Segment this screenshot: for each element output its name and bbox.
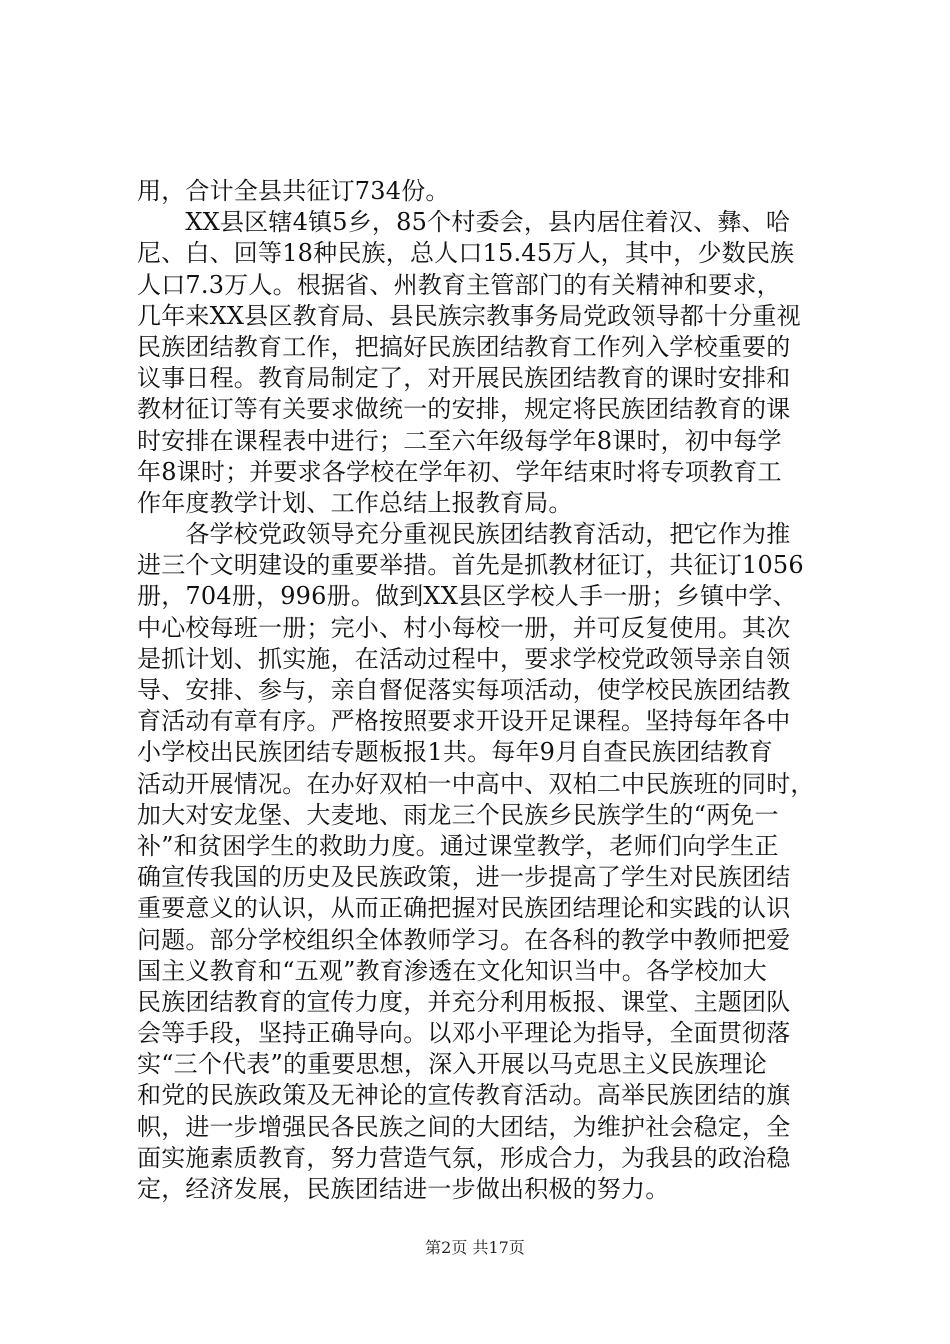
text-line: 民族团结教育的宣传力度，并充分利用板报、课堂、主题团队 <box>137 987 791 1016</box>
text-line: 用，合计全县共征订734份。 <box>137 177 450 205</box>
text-line: 活动开展情况。在办好双柏一中高中、双柏二中民族班的同时， <box>137 769 815 798</box>
text-line: 面实施素质教育，努力营造气氛，形成合力，为我县的政治稳 <box>137 1143 791 1172</box>
text-line: 加大对安龙堡、大麦地、雨龙三个民族乡民族学生的“两免一 <box>137 800 779 829</box>
text-line: 实“三个代表”的重要思想，深入开展以马克思主义民族理论 <box>137 1050 767 1079</box>
text-line: 民族团结教育工作，把搞好民族团结教育工作列入学校重要的 <box>137 332 791 361</box>
text-line: 教材征订等有关要求做统一的安排，规定将民族团结教育的课 <box>137 395 791 424</box>
text-line: 会等手段，坚持正确导向。以邓小平理论为指导，全面贯彻落 <box>137 1019 791 1048</box>
text-line: 国主义教育和“五观”教育渗透在文化知识当中。各学校加大 <box>137 956 767 985</box>
text-line: 补”和贫困学生的救助力度。通过课堂教学，老师们向学生正 <box>137 831 779 860</box>
text-line: 各学校党政领导充分重视民族团结教育活动，把它作为推 <box>137 520 791 549</box>
text-line: 人口7.3万人。根据省、州教育主管部门的有关精神和要求， <box>137 270 781 299</box>
page-footer: 第2页 共17页 <box>425 1238 525 1257</box>
text-line: 帜，进一步增强民各民族之间的大团结，为维护社会稳定，全 <box>137 1112 791 1141</box>
text-line: XX县区辖4镇5乡，85个村委会，县内居住着汉、彝、哈 <box>137 208 791 237</box>
text-line: 定，经济发展，民族团结进一步做出积极的努力。 <box>137 1175 670 1203</box>
text-line: 重要意义的认识，从而正确把握对民族团结理论和实践的认识 <box>137 894 791 923</box>
text-line: 是抓计划、抓实施，在活动过程中，要求学校党政领导亲自领 <box>137 644 791 673</box>
text-line: 确宣传我国的历史及民族政策，进一步提高了学生对民族团结 <box>137 863 791 892</box>
text-line: 问题。部分学校组织全体教师学习。在各科的教学中教师把爱 <box>137 925 791 954</box>
text-line: 进三个文明建设的重要举措。首先是抓教材征订，共征订1056 <box>137 551 804 580</box>
text-line: 导、安排、参与，亲自督促落实每项活动，使学校民族团结教 <box>137 676 791 704</box>
text-line: 时安排在课程表中进行；二至六年级每学年8课时，初中每学 <box>137 426 782 455</box>
text-line: 议事日程。教育局制定了，对开展民族团结教育的课时安排和 <box>137 364 791 393</box>
text-line: 年8课时；并要求各学校在学年初、学年结束时将专项教育工 <box>137 457 782 486</box>
text-line: 中心校每班一册；完小、村小每校一册，并可反复使用。其次 <box>137 613 791 642</box>
text-line: 小学校出民族团结专题板报1共。每年9月自查民族团结教育 <box>137 738 773 767</box>
document-body <box>137 176 837 1205</box>
text-line: 和党的民族政策及无神论的宣传教育活动。高举民族团结的旗 <box>137 1081 791 1110</box>
text-line: 几年来XX县区教育局、县民族宗教事务局党政领导都十分重视 <box>137 301 801 330</box>
text-line: 作年度教学计划、工作总结上报教育局。 <box>137 488 573 517</box>
text-line: 尼、白、回等18种民族，总人口15.45万人，其中，少数民族 <box>137 239 795 268</box>
text-line: 册，704册，996册。做到XX县区学校人手一册；乡镇中学、 <box>137 582 797 611</box>
text-line: 育活动有章有序。严格按照要求开设开足课程。坚持每年各中 <box>137 707 791 736</box>
